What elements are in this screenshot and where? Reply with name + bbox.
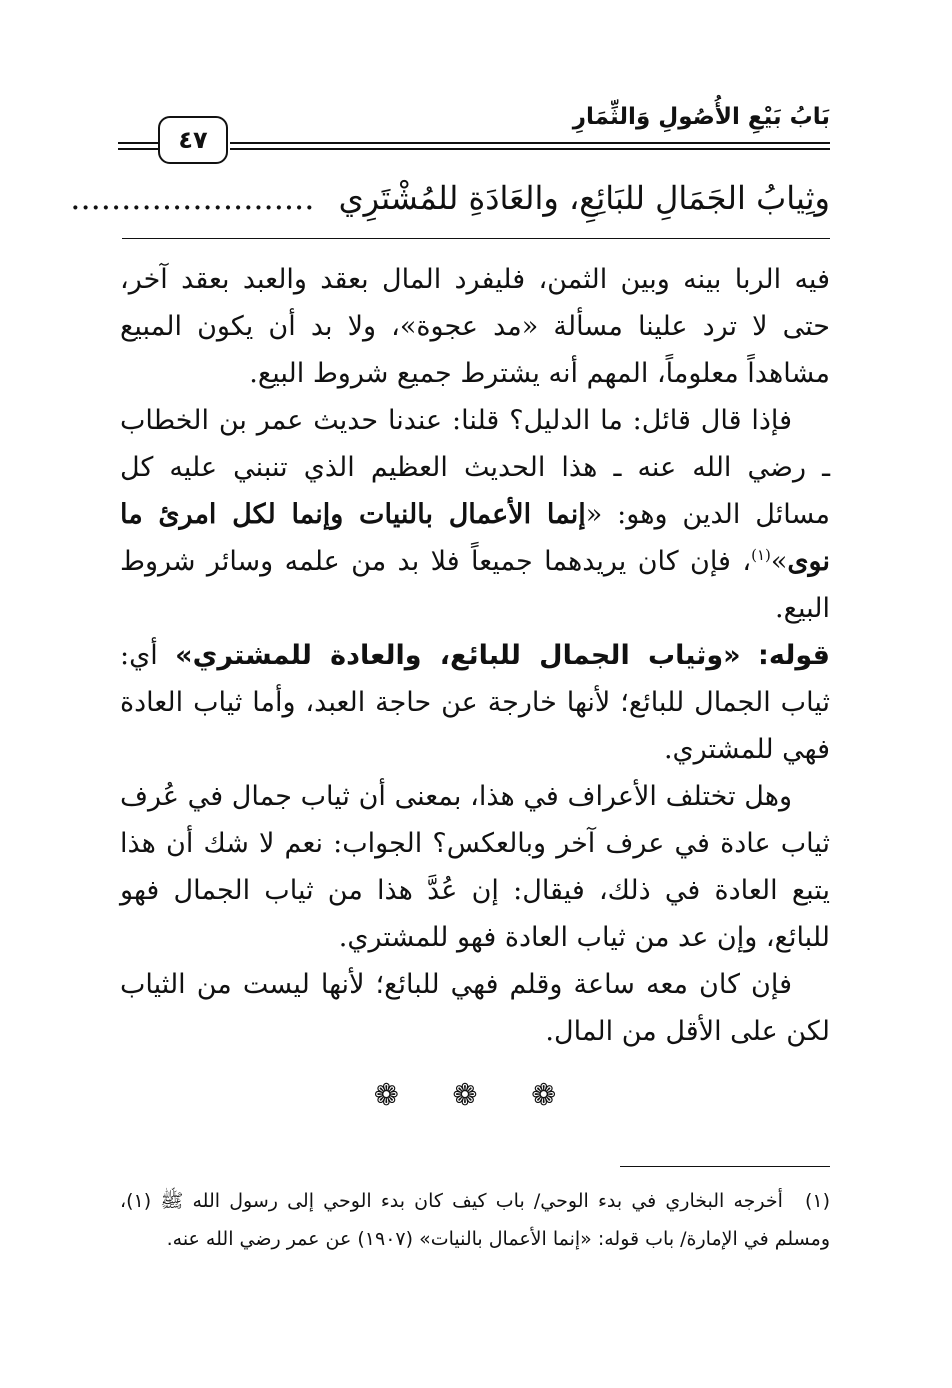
- header-rule-top: [230, 142, 830, 144]
- commentary-body: [120, 256, 830, 1055]
- hadith-close-quote: »: [770, 546, 788, 577]
- footnote: [120, 1182, 830, 1258]
- paragraph-2: [120, 397, 830, 632]
- matn-dots: ........................: [70, 179, 315, 217]
- header-rule-left-bottom: [118, 148, 158, 150]
- hadith-text: إنما الأعمال بالنيات وإنما لكل امرئ ما نوى: [120, 499, 830, 577]
- paragraph-2-intro: فإذا قال قائل: ما الدليل؟ قلنا: عندنا حديث عمر بن الخطاب ـ رضي الله عنه ـ هذا الحديث العظيم الذي تنبني عليه كل مسائل الدين وهو: «: [120, 405, 831, 530]
- section-separator: ❁ ❁ ❁: [373, 1078, 579, 1113]
- footnote-rule: [620, 1166, 830, 1167]
- paragraph-4: وهل تختلف الأعراف في هذا، بمعنى أن ثياب جمال في عُرف ثياب عادة في عرف آخر وبالعكس؟ الجواب: نعم لا شك أن هذا يتبع العادة في ذلك، فيقال: إن عُدَّ هذا من ثياب الجمال فهو للبائع، وإن عد من ثياب العادة فهو للمشتري.: [120, 781, 830, 953]
- paragraph-3: [120, 632, 830, 773]
- matn-line: [70, 170, 830, 226]
- qawl-label: قوله:: [758, 640, 830, 671]
- paragraph-2-rest: ، فإن كان يريدهما جميعاً فلا بد من علمه وسائر شروط البيع.: [120, 546, 830, 624]
- footnote-text: أخرجه البخاري في بدء الوحي/ باب كيف كان بدء الوحي إلى رسول الله ﷺ (١)، ومسلم في الإمارة/ باب قوله: «إنما الأعمال بالنيات» (١٩٠٧) عن عمر رضي الله عنه.: [120, 1190, 830, 1250]
- paragraph-5: فإن كان معه ساعة وقلم فهي للبائع؛ لأنها ليست من الثياب لكن على الأقل من المال.: [120, 969, 830, 1047]
- footnote-ref: (١): [751, 546, 771, 564]
- paragraph-3-rest: أي: ثياب الجمال للبائع؛ لأنها خارجة عن حاجة العبد، وأما ثياب العادة فهي للمشتري.: [120, 640, 830, 765]
- matn-text: وثِيابُ الجَمَالِ للبَائِعِ، والعَادَةِ للمُشْتَرِي: [338, 179, 830, 217]
- chapter-title: بَابُ بَيْعِ الأُصُولِ وَالثِّمَارِ: [572, 104, 830, 130]
- page-number-text: ٤٧: [178, 126, 208, 154]
- matn-divider: [122, 238, 830, 239]
- header-rule-left-top: [118, 142, 158, 144]
- qawl-quote: «وثياب الجمال للبائع، والعادة للمشتري»: [175, 640, 741, 671]
- footnote-mark: (١): [804, 1190, 830, 1212]
- paragraph-1: فيه الربا بينه وبين الثمن، فليفرد المال بعقد والعبد بعقد آخر، حتى لا ترد علينا مسألة «مد عجوة»، ولا بد أن يكون المبيع مشاهداً معلوماً، المهم أنه يشترط جميع شروط البيع.: [120, 264, 830, 389]
- header-rule-bottom: [230, 148, 830, 150]
- page-number: [158, 116, 228, 164]
